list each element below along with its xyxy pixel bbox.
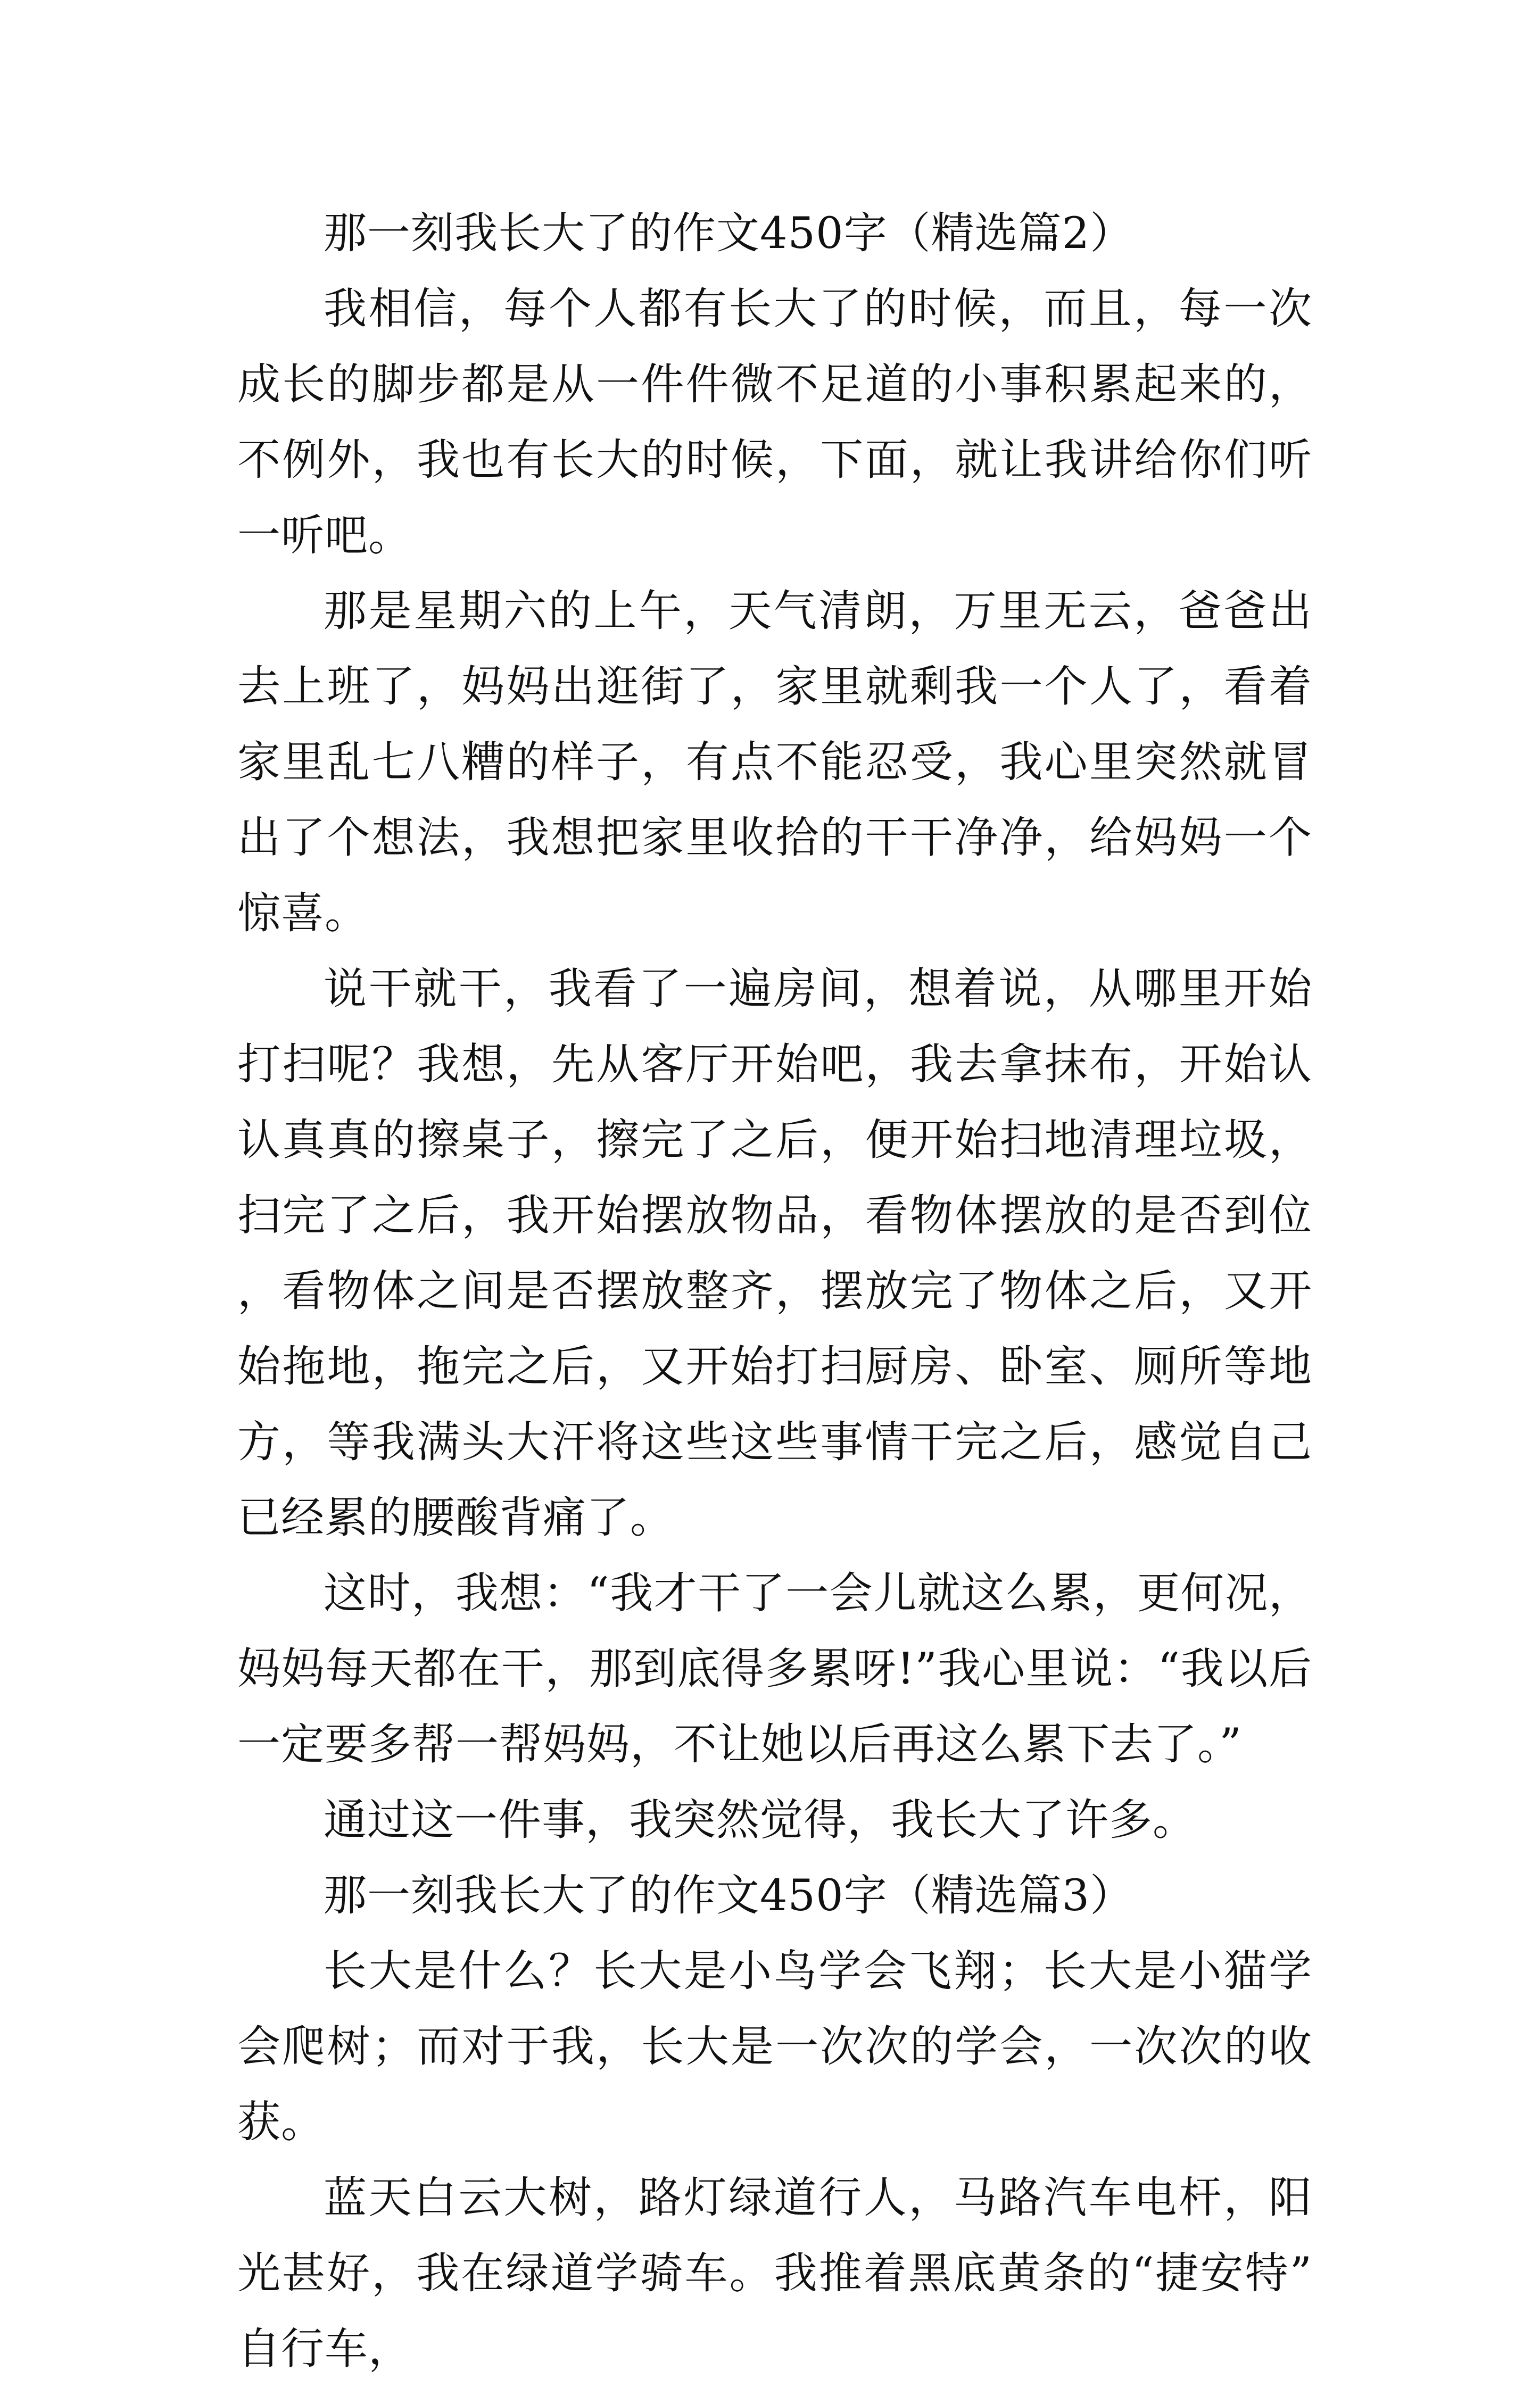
paragraph: 说干就干，我看了一遍房间，想着说，从哪里开始打扫呢？我想，先从客厅开始吧，我去拿抹布，开始认认真真的擦桌子，擦完了之后，便开始扫地清理垃圾，扫完了之后，我开始摆放物品，看物体摆放的是否到位，看物体之间是否摆放整齐，摆放完了物体之后，又开始拖地，拖完之后，又开始打扫厨房、卧室、厕所等地方，等我满头大汗将这些这些事情干完之后，感觉自己已经累的腰酸背痛了。 xyxy=(237,964,1312,1543)
paragraph: 通过这一件事，我突然觉得，我长大了许多。 xyxy=(324,1795,1197,1845)
paragraph: 那是星期六的上午，天气清朗，万里无云，爸爸出去上班了，妈妈出逛街了，家里就剩我一个人了，看着家里乱七八糟的样子，有点不能忍受，我心里突然就冒出了个想法，我想把家里收拾的干干净净，给妈妈一个惊喜。 xyxy=(237,586,1312,939)
paragraph: 这时，我想：“我才干了一会儿就这么累，更何况，妈妈每天都在干，那到底得多累呀!”我心里说：“我以后一定要多帮一帮妈妈，不让她以后再这么累下去了。” xyxy=(237,1569,1312,1770)
paragraph: 我相信，每个人都有长大了的时候，而且，每一次成长的脚步都是从一件件微不足道的小事积累起来的，不例外，我也有长大的时候，下面，就让我讲给你们听一听吧。 xyxy=(237,284,1312,561)
section-heading-3: 那一刻我长大了的作文450字（精选篇3） xyxy=(324,1871,1134,1921)
paragraph: 长大是什么？长大是小鸟学会飞翔；长大是小猫学会爬树；而对于我，长大是一次次的学会，一次次的收获。 xyxy=(237,1946,1312,2148)
document-body xyxy=(237,196,1312,2387)
section-heading-2: 那一刻我长大了的作文450字（精选篇2） xyxy=(324,209,1134,259)
paragraph: 蓝天白云大树，路灯绿道行人，马路汽车电杆，阳光甚好，我在绿道学骑车。我推着黑底黄条的“捷安特”自行车， xyxy=(237,2173,1312,2374)
